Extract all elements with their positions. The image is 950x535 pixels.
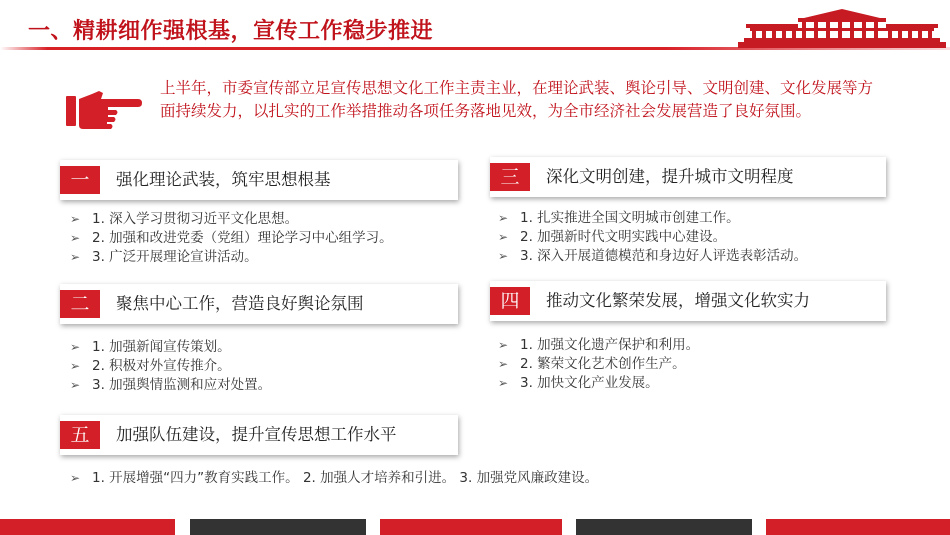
section-title: 聚焦中心工作，营造良好舆论氛围 <box>116 294 364 313</box>
pointing-hand-icon <box>66 90 142 130</box>
section-title: 加强队伍建设，提升宣传思想工作水平 <box>116 425 397 444</box>
list-item: ➢ 1. 开展增强“四力”教育实践工作。 2. 加强人才培养和引进。 3. 加强党风廉政建设。 <box>70 470 599 486</box>
list-item: ➢ 2. 繁荣文化艺术创作生产。 <box>498 356 686 372</box>
arrow-bullet-icon: ➢ <box>498 211 509 225</box>
section-5-items <box>70 469 598 488</box>
footer-bar-dark <box>576 519 752 535</box>
arrow-bullet-icon: ➢ <box>70 378 81 392</box>
list-item: ➢ 2. 加强新时代文明实践中心建设。 <box>498 229 727 245</box>
footer-bar-red <box>0 519 175 535</box>
arrow-bullet-icon: ➢ <box>70 212 81 226</box>
footer-bar-red <box>380 519 562 535</box>
arrow-bullet-icon: ➢ <box>70 250 81 264</box>
section-header-2 <box>60 284 458 324</box>
building-icon <box>738 8 946 48</box>
list-item: ➢ 3. 加强舆情监测和应对处置。 <box>70 377 272 393</box>
footer-bar-dark <box>190 519 366 535</box>
list-item: ➢ 3. 加快文化产业发展。 <box>498 375 659 391</box>
intro-paragraph: 上半年，市委宣传部立足宣传思想文化工作主责主业，在理论武装、舆论引导、文明创建、文化发展等方面持续发力，以扎实的工作举措推动各项任务落地见效，为全市经济社会发展营造了良好氛围。 <box>160 79 874 120</box>
section-1-items <box>70 210 393 267</box>
section-header-4 <box>490 281 886 321</box>
section-3-items <box>498 209 807 266</box>
arrow-bullet-icon: ➢ <box>498 249 509 263</box>
section-number-badge: 五 <box>60 421 100 449</box>
list-item: ➢ 1. 扎实推进全国文明城市创建工作。 <box>498 210 740 226</box>
section-title: 强化理论武装，筑牢思想根基 <box>116 170 331 189</box>
list-item: ➢ 3. 深入开展道德模范和身边好人评选表彰活动。 <box>498 248 808 264</box>
list-item: ➢ 3. 广泛开展理论宣讲活动。 <box>70 249 258 265</box>
list-item: ➢ 2. 加强和改进党委（党组）理论学习中心组学习。 <box>70 230 393 246</box>
arrow-bullet-icon: ➢ <box>498 230 509 244</box>
section-header-3 <box>490 157 886 197</box>
section-title: 深化文明创建，提升城市文明程度 <box>546 167 794 186</box>
section-header-5 <box>60 415 458 455</box>
list-item: ➢ 2. 积极对外宣传推介。 <box>70 358 231 374</box>
section-number-badge: 四 <box>490 287 530 315</box>
list-item: ➢ 1. 加强新闻宣传策划。 <box>70 339 231 355</box>
arrow-bullet-icon: ➢ <box>498 338 509 352</box>
list-item: ➢ 1. 加强文化遗产保护和利用。 <box>498 337 700 353</box>
arrow-bullet-icon: ➢ <box>70 359 81 373</box>
footer-bar-red <box>766 519 950 535</box>
section-2-items <box>70 338 271 395</box>
page-title: 一、精耕细作强根基，宣传工作稳步推进 <box>28 19 434 44</box>
arrow-bullet-icon: ➢ <box>70 231 81 245</box>
section-4-items <box>498 336 699 393</box>
section-header-1 <box>60 160 458 200</box>
arrow-bullet-icon: ➢ <box>70 340 81 354</box>
arrow-bullet-icon: ➢ <box>498 357 509 371</box>
section-number-badge: 二 <box>60 290 100 318</box>
section-number-badge: 一 <box>60 166 100 194</box>
arrow-bullet-icon: ➢ <box>70 471 81 485</box>
section-number-badge: 三 <box>490 163 530 191</box>
arrow-bullet-icon: ➢ <box>498 376 509 390</box>
list-item: ➢ 1. 深入学习贯彻习近平文化思想。 <box>70 211 299 227</box>
section-title: 推动文化繁荣发展，增强文化软实力 <box>546 291 810 310</box>
